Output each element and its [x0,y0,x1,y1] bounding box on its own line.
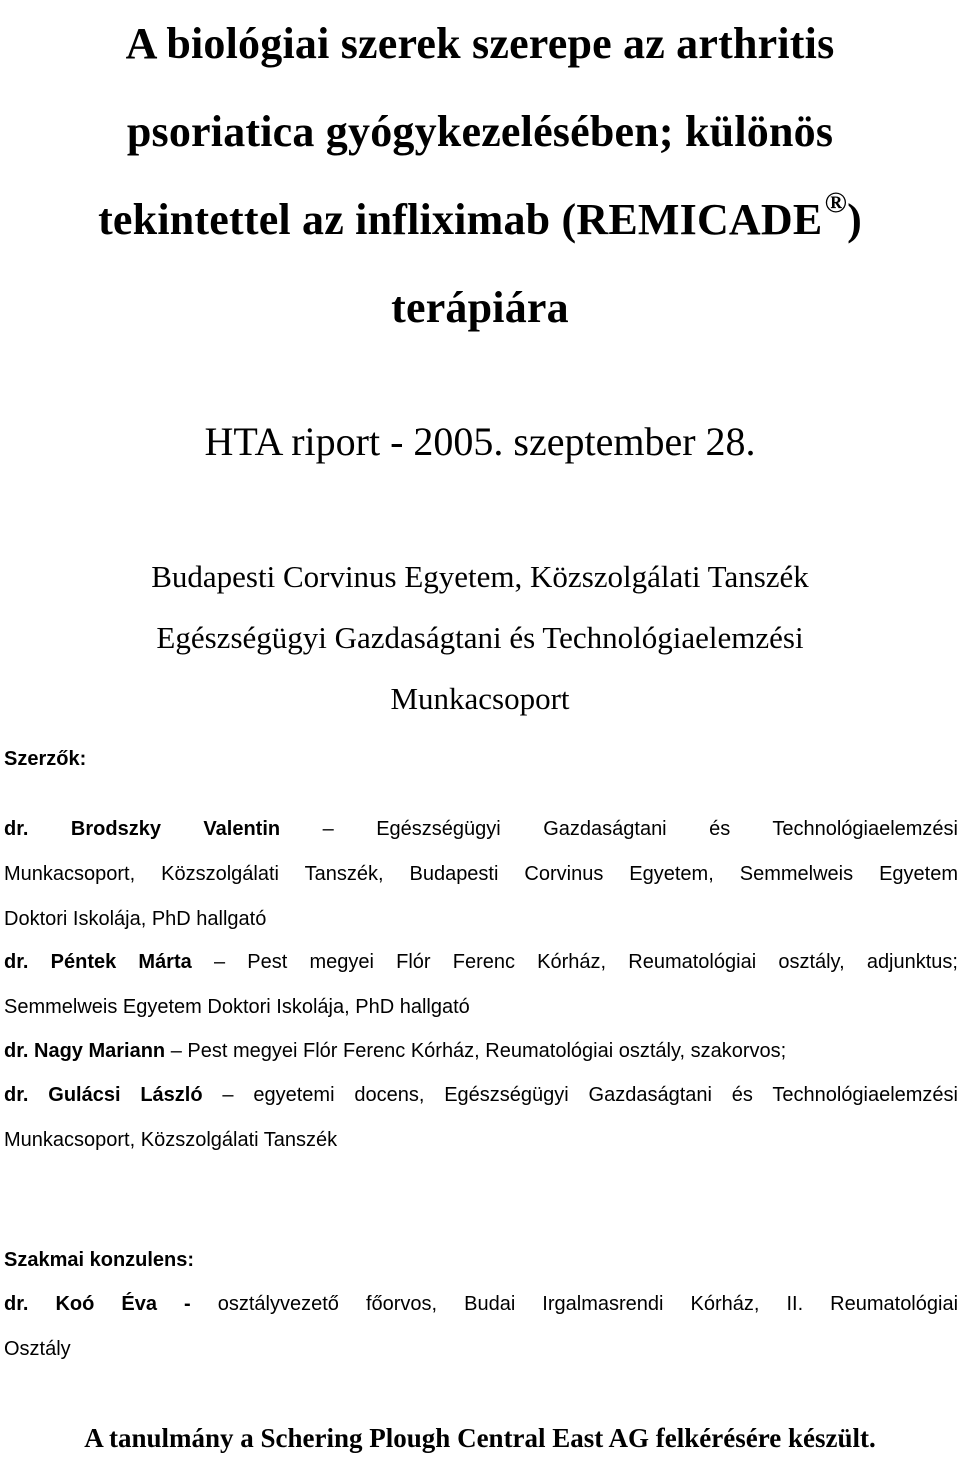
consultant-name: dr. Koó Éva - [4,1293,191,1315]
consultant-line [4,1282,958,1327]
author-line [4,940,958,985]
title-line-3-close: ) [847,195,862,244]
consultant-label: Szakmai konzulens: [4,1249,195,1271]
author-affiliation: Egészségügyi Gazdaságtani és Technológiaelemzési [376,818,958,840]
author-entry [4,940,958,1030]
author-dash: – [222,1084,234,1106]
author-line: Munkacsoport, Közszolgálati Tanszék [4,1129,338,1151]
author-line [4,1073,958,1118]
title-line-3-text: tekintettel az infliximab (REMICADE [98,195,823,244]
author-dash: – [213,951,226,973]
registered-mark: ® [824,186,848,219]
author-name: dr. Péntek Márta [4,951,192,973]
author-name: dr. Brodszky Valentin [4,818,281,840]
document-title [0,0,960,352]
sponsor-note: A tanulmány a Schering Plough Central East AG felkérésére készült. [84,1423,876,1453]
author-dash: – [322,818,334,840]
report-date: HTA riport - 2005. szeptember 28. [204,419,756,464]
author-affiliation: Pest megyei Flór Ferenc Kórház, Reumatológiai osztály, szakorvos; [187,1040,787,1062]
consultant-entry [4,1282,958,1372]
institution-block [0,546,960,729]
author-affiliation: egyetemi docens, Egészségügyi Gazdaságtani és Technológiaelemzési [253,1084,959,1106]
author-name: dr. Nagy Mariann [4,1040,166,1062]
author-line [4,1029,958,1074]
author-dash: – [170,1040,182,1062]
title-line-3 [0,176,960,264]
consultant-affiliation: osztályvezető főorvos, Budai Irgalmasrendi Kórház, II. Reumatológiai [217,1293,959,1315]
institution-line-1: Budapesti Corvinus Egyetem, Közszolgálati Tanszék [151,559,809,594]
institution-line-2: Egészségügyi Gazdaságtani és Technológiaelemzési [156,620,804,655]
consultant-line: Osztály [4,1338,71,1360]
author-name: dr. Gulácsi László [4,1084,203,1106]
author-line: Semmelweis Egyetem Doktori Iskolája, PhD hallgató [4,996,470,1018]
author-line: Doktori Iskolája, PhD hallgató [4,908,267,930]
institution-line-3: Munkacsoport [390,681,570,716]
author-line [4,807,958,852]
author-entry [4,807,958,942]
title-line-4: terápiára [391,283,569,332]
title-line-1: A biológiai szerek szerepe az arthritis [125,19,835,68]
authors-label: Szerzők: [4,748,87,770]
title-line-2: psoriatica gyógykezelésében; különös [126,107,834,156]
author-entry [4,1073,958,1163]
author-line: Munkacsoport, Közszolgálati Tanszék, Budapesti Corvinus Egyetem, Semmelweis Egyetem [4,863,958,885]
author-entry [4,1029,958,1074]
author-affiliation: Pest megyei Flór Ferenc Kórház, Reumatológiai osztály, adjunktus; [247,951,958,973]
